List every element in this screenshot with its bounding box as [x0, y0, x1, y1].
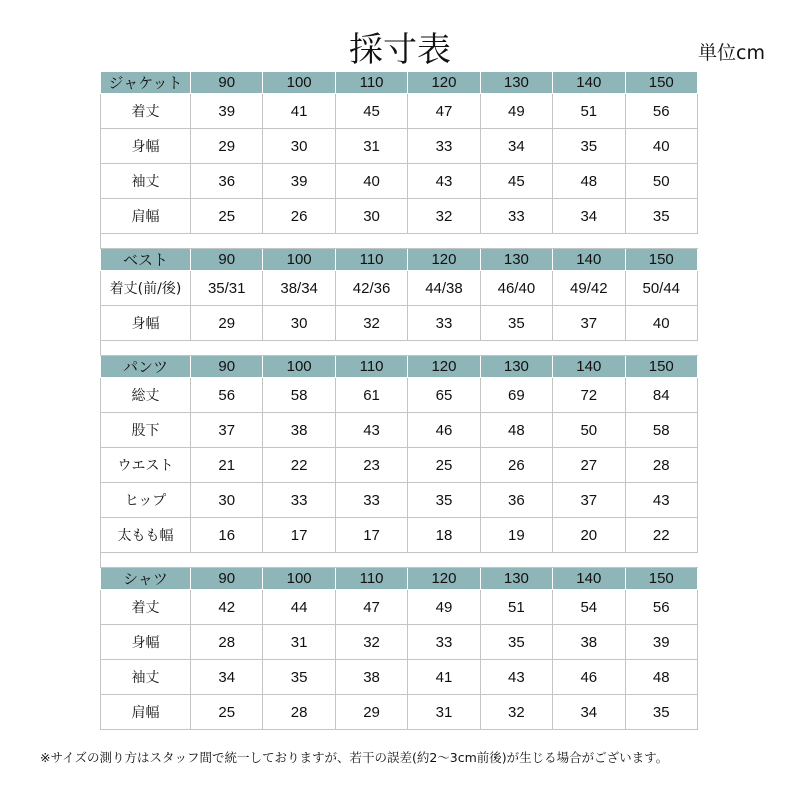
table-row [101, 625, 698, 660]
measurement-cell: 25 [191, 199, 263, 234]
size-header: 130 [480, 72, 552, 94]
measurement-cell: 32 [335, 306, 407, 341]
size-header: 120 [408, 249, 480, 271]
table-row [101, 94, 698, 129]
row-label: 太もも幅 [101, 518, 191, 553]
measurement-cell: 17 [263, 518, 335, 553]
spacer-cell [101, 234, 698, 249]
row-label: 身幅 [101, 129, 191, 164]
section-header-row [101, 72, 698, 94]
measurement-cell: 25 [191, 695, 263, 730]
measurement-cell: 31 [408, 695, 480, 730]
measurement-cell: 51 [480, 590, 552, 625]
measurement-cell: 33 [408, 306, 480, 341]
measurement-cell: 35 [553, 129, 625, 164]
measurement-cell: 17 [335, 518, 407, 553]
section-name: パンツ [101, 356, 191, 378]
measurement-cell: 47 [408, 94, 480, 129]
section-header-row [101, 249, 698, 271]
measurement-cell: 44 [263, 590, 335, 625]
size-header: 140 [553, 356, 625, 378]
size-header: 90 [191, 249, 263, 271]
measurement-cell: 35 [625, 695, 697, 730]
measurement-cell: 38/34 [263, 271, 335, 306]
measurement-cell: 69 [480, 378, 552, 413]
row-label: ヒップ [101, 483, 191, 518]
size-header: 140 [553, 72, 625, 94]
size-header: 90 [191, 568, 263, 590]
measurement-cell: 48 [480, 413, 552, 448]
measurement-cell: 35 [408, 483, 480, 518]
size-header: 120 [408, 72, 480, 94]
measurement-cell: 39 [191, 94, 263, 129]
size-header: 150 [625, 356, 697, 378]
size-header: 90 [191, 356, 263, 378]
table-row [101, 164, 698, 199]
measurement-cell: 18 [408, 518, 480, 553]
section-name: ベスト [101, 249, 191, 271]
measurement-cell: 46 [408, 413, 480, 448]
measurement-cell: 34 [480, 129, 552, 164]
measurement-cell: 23 [335, 448, 407, 483]
size-header: 130 [480, 568, 552, 590]
measurement-cell: 30 [263, 129, 335, 164]
measurement-cell: 33 [408, 625, 480, 660]
measurement-cell: 40 [625, 306, 697, 341]
measurement-cell: 25 [408, 448, 480, 483]
table-row [101, 413, 698, 448]
size-header: 110 [335, 356, 407, 378]
measurement-cell: 38 [263, 413, 335, 448]
measurement-cell: 30 [335, 199, 407, 234]
measurement-cell: 34 [191, 660, 263, 695]
measurement-cell: 28 [263, 695, 335, 730]
measurement-cell: 39 [625, 625, 697, 660]
row-label: 着丈 [101, 94, 191, 129]
section-spacer [101, 234, 698, 249]
row-label: 身幅 [101, 306, 191, 341]
measurement-cell: 49 [480, 94, 552, 129]
measurement-cell: 58 [625, 413, 697, 448]
section-name: ジャケット [101, 72, 191, 94]
measurement-cell: 28 [625, 448, 697, 483]
measurement-cell: 30 [191, 483, 263, 518]
measurement-cell: 36 [480, 483, 552, 518]
measurement-cell: 32 [480, 695, 552, 730]
measurement-cell: 26 [480, 448, 552, 483]
row-label: 肩幅 [101, 199, 191, 234]
row-label: 袖丈 [101, 660, 191, 695]
table-row [101, 590, 698, 625]
measurement-cell: 29 [191, 306, 263, 341]
measurement-cell: 43 [625, 483, 697, 518]
measurement-cell: 58 [263, 378, 335, 413]
measurement-cell: 21 [191, 448, 263, 483]
measurement-cell: 40 [625, 129, 697, 164]
table-row [101, 306, 698, 341]
size-header: 100 [263, 249, 335, 271]
measurement-cell: 56 [625, 590, 697, 625]
measurement-cell: 56 [191, 378, 263, 413]
size-header: 120 [408, 568, 480, 590]
section-spacer [101, 341, 698, 356]
size-header: 130 [480, 249, 552, 271]
measurement-cell: 65 [408, 378, 480, 413]
size-header: 150 [625, 72, 697, 94]
measurement-cell: 50/44 [625, 271, 697, 306]
measurement-cell: 35 [480, 625, 552, 660]
measurement-cell: 31 [263, 625, 335, 660]
table-row [101, 129, 698, 164]
measurement-cell: 37 [191, 413, 263, 448]
measurement-cell: 29 [191, 129, 263, 164]
table-row [101, 378, 698, 413]
table-row [101, 518, 698, 553]
measurement-cell: 30 [263, 306, 335, 341]
size-header: 110 [335, 249, 407, 271]
size-header: 100 [263, 72, 335, 94]
measurement-cell: 42/36 [335, 271, 407, 306]
unit-label: 単位cm [698, 42, 765, 64]
measurement-cell: 35 [480, 306, 552, 341]
row-label: 身幅 [101, 625, 191, 660]
size-header: 130 [480, 356, 552, 378]
table-row [101, 660, 698, 695]
measurement-cell: 35/31 [191, 271, 263, 306]
measurement-cell: 32 [408, 199, 480, 234]
section-header-row [101, 356, 698, 378]
measurement-cell: 40 [335, 164, 407, 199]
measurement-cell: 33 [263, 483, 335, 518]
measurement-cell: 34 [553, 695, 625, 730]
size-chart-table [100, 71, 698, 730]
measurement-cell: 43 [408, 164, 480, 199]
measurement-cell: 19 [480, 518, 552, 553]
measurement-cell: 33 [480, 199, 552, 234]
measurement-cell: 41 [263, 94, 335, 129]
measurement-cell: 45 [480, 164, 552, 199]
table-row [101, 448, 698, 483]
measurement-cell: 27 [553, 448, 625, 483]
size-header: 90 [191, 72, 263, 94]
measurement-cell: 43 [480, 660, 552, 695]
measurement-cell: 72 [553, 378, 625, 413]
size-header: 110 [335, 568, 407, 590]
measurement-cell: 54 [553, 590, 625, 625]
measurement-cell: 43 [335, 413, 407, 448]
measurement-cell: 38 [335, 660, 407, 695]
size-header: 150 [625, 568, 697, 590]
measurement-cell: 16 [191, 518, 263, 553]
measurement-cell: 32 [335, 625, 407, 660]
table-row [101, 695, 698, 730]
measurement-cell: 49/42 [553, 271, 625, 306]
measurement-cell: 48 [553, 164, 625, 199]
measurement-cell: 29 [335, 695, 407, 730]
measurement-cell: 35 [263, 660, 335, 695]
size-header: 110 [335, 72, 407, 94]
measurement-cell: 46 [553, 660, 625, 695]
measurement-cell: 37 [553, 483, 625, 518]
section-name: シャツ [101, 568, 191, 590]
spacer-cell [101, 553, 698, 568]
spacer-cell [101, 341, 698, 356]
row-label: 肩幅 [101, 695, 191, 730]
measurement-cell: 34 [553, 199, 625, 234]
measurement-cell: 47 [335, 590, 407, 625]
measurement-cell: 45 [335, 94, 407, 129]
size-header: 120 [408, 356, 480, 378]
size-header: 100 [263, 356, 335, 378]
measurement-cell: 31 [335, 129, 407, 164]
measurement-cell: 22 [625, 518, 697, 553]
measurement-cell: 28 [191, 625, 263, 660]
measurement-cell: 33 [408, 129, 480, 164]
measurement-cell: 26 [263, 199, 335, 234]
size-header: 140 [553, 249, 625, 271]
measurement-cell: 49 [408, 590, 480, 625]
row-label: 着丈 [101, 590, 191, 625]
footnote: ※サイズの測り方はスタッフ間で統一しておりますが、若干の誤差(約2〜3cm前後)が生じる場合がございます。 [40, 750, 669, 765]
table-row [101, 271, 698, 306]
measurement-cell: 50 [625, 164, 697, 199]
measurement-cell: 41 [408, 660, 480, 695]
size-header: 100 [263, 568, 335, 590]
row-label: 股下 [101, 413, 191, 448]
measurement-cell: 46/40 [480, 271, 552, 306]
table-row [101, 199, 698, 234]
measurement-cell: 42 [191, 590, 263, 625]
table-row [101, 483, 698, 518]
row-label: 総丈 [101, 378, 191, 413]
measurement-cell: 84 [625, 378, 697, 413]
measurement-cell: 50 [553, 413, 625, 448]
measurement-cell: 22 [263, 448, 335, 483]
measurement-cell: 35 [625, 199, 697, 234]
size-header: 140 [553, 568, 625, 590]
size-header: 150 [625, 249, 697, 271]
measurement-cell: 61 [335, 378, 407, 413]
measurement-cell: 48 [625, 660, 697, 695]
measurement-cell: 33 [335, 483, 407, 518]
measurement-cell: 56 [625, 94, 697, 129]
measurement-cell: 44/38 [408, 271, 480, 306]
measurement-cell: 20 [553, 518, 625, 553]
row-label: 着丈(前/後) [101, 271, 191, 306]
section-header-row [101, 568, 698, 590]
measurement-cell: 39 [263, 164, 335, 199]
section-spacer [101, 553, 698, 568]
measurement-cell: 38 [553, 625, 625, 660]
row-label: ウエスト [101, 448, 191, 483]
measurement-cell: 37 [553, 306, 625, 341]
measurement-cell: 51 [553, 94, 625, 129]
page-title: 採寸表 [349, 30, 451, 70]
row-label: 袖丈 [101, 164, 191, 199]
measurement-cell: 36 [191, 164, 263, 199]
